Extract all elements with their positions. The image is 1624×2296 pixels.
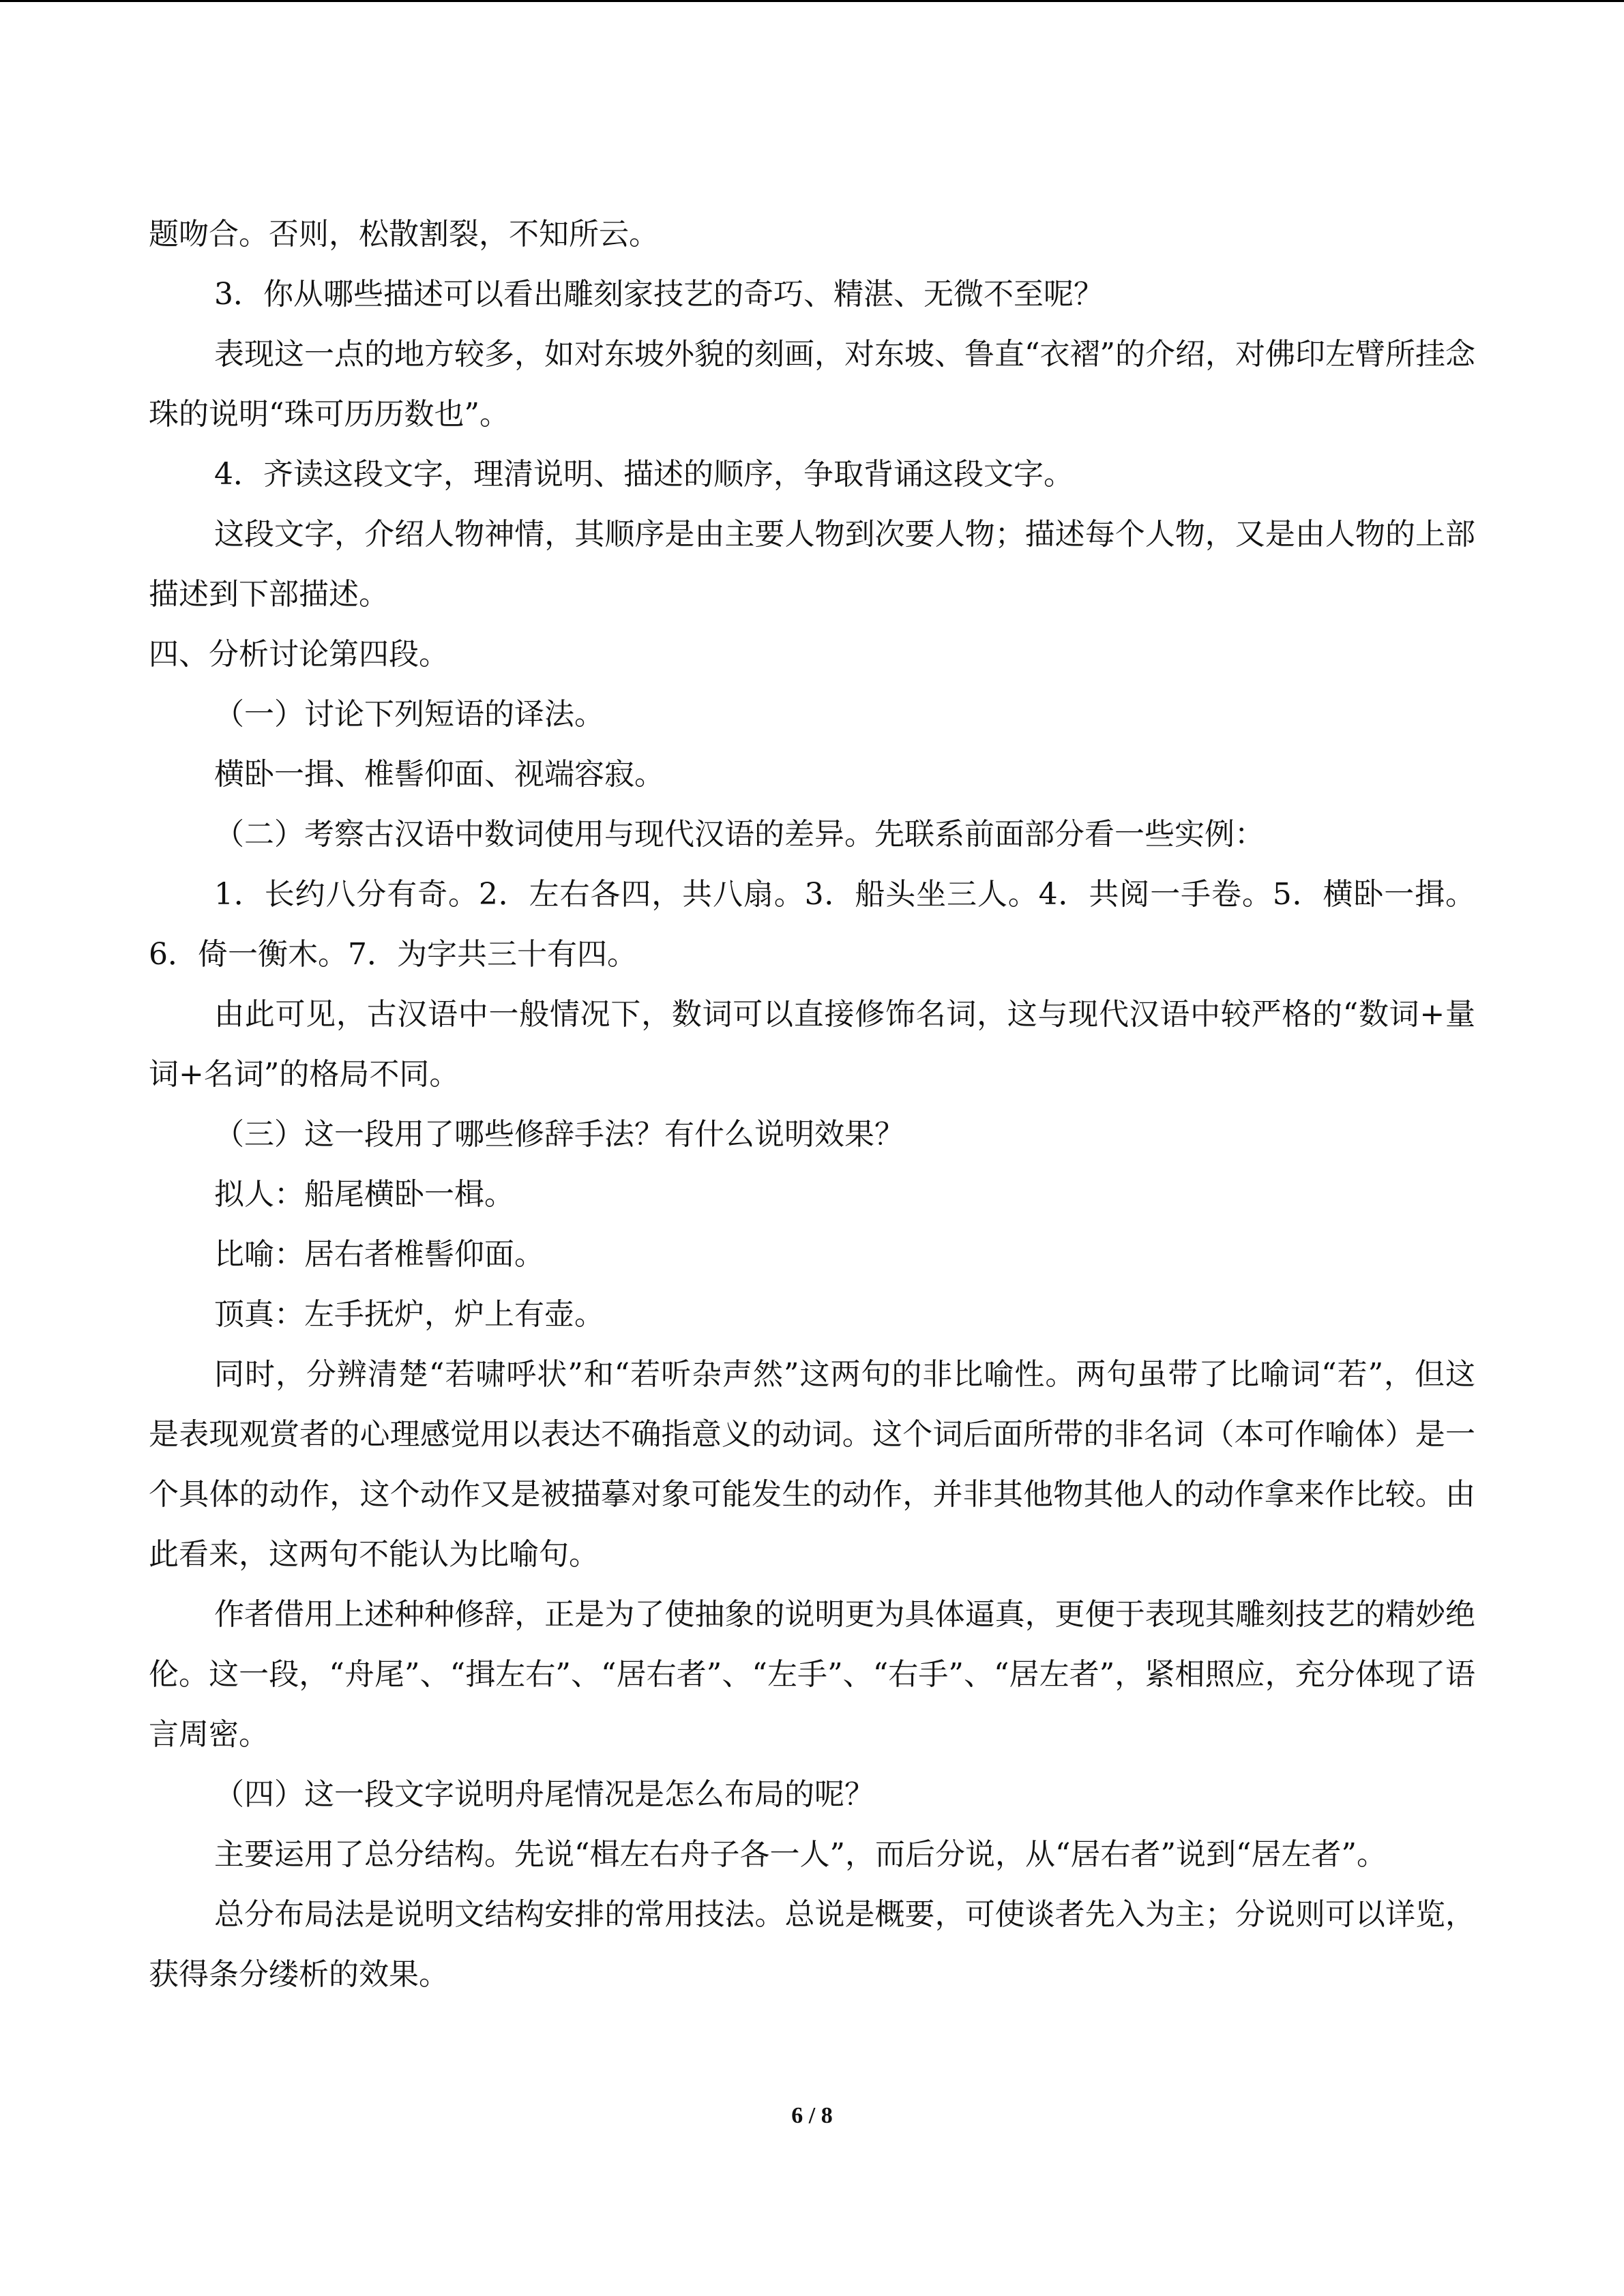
paragraph: （二）考察古汉语中数词使用与现代汉语的差异。先联系前面部分看一些实例： <box>214 817 1265 852</box>
paragraph: 表现这一点的地方较多，如对东坡外貌的刻画，对东坡、鲁直“衣褶”的介绍，对佛印左臂所挂念珠的说明“珠可历历数也”。 <box>149 337 1475 432</box>
paragraph: 3．你从哪些描述可以看出雕刻家技艺的奇巧、精湛、无微不至呢？ <box>214 277 1104 312</box>
paragraph: 顶真：左手抚炉，炉上有壶。 <box>214 1297 604 1332</box>
paragraph: 主要运用了总分结构。先说“楫左右舟子各一人”，而后分说，从“居右者”说到“居左者”。 <box>214 1837 1387 1872</box>
paragraph: 拟人：船尾横卧一楫。 <box>214 1177 514 1212</box>
top-border-rule <box>0 0 1624 2</box>
paragraph: 1．长约八分有奇。2．左右各四，共八扇。3．船头坐三人。4．共阅一手卷。5．横卧一揖。6．倚一衡木。7．为字共三十有四。 <box>149 877 1475 972</box>
section-heading: 四、分析讨论第四段。 <box>149 637 449 672</box>
paragraph: （三）这一段用了哪些修辞手法？有什么说明效果？ <box>214 1117 904 1152</box>
paragraph: 比喻：居右者椎髻仰面。 <box>214 1237 544 1272</box>
paragraph: 4．齐读这段文字，理清说明、描述的顺序，争取背诵这段文字。 <box>214 457 1074 492</box>
paragraph: 题吻合。否则，松散割裂，不知所云。 <box>149 217 659 252</box>
paragraph: 这段文字，介绍人物神情，其顺序是由主要人物到次要人物；描述每个人物，又是由人物的上部描述到下部描述。 <box>149 517 1475 612</box>
paragraph: （四）这一段文字说明舟尾情况是怎么布局的呢？ <box>214 1777 874 1812</box>
paragraph: （一）讨论下列短语的译法。 <box>214 697 604 732</box>
paragraph: 横卧一揖、椎髻仰面、视端容寂。 <box>214 757 664 792</box>
paragraph: 作者借用上述种种修辞，正是为了使抽象的说明更为具体逼真，更便于表现其雕刻技艺的精妙绝伦。这一段，“舟尾”、“揖左右”、“居右者”、“左手”、“右手”、“居左者”，紧相照应，充分体现了语言周密。 <box>149 1597 1475 1752</box>
paragraph: 同时，分辨清楚“若啸呼状”和“若听杂声然”这两句的非比喻性。两句虽带了比喻词“若”，但这是表现观赏者的心理感觉用以表达不确指意义的动词。这个词后面所带的非名词（本可作喻体）是一个具体的动作，这个动作又是被描摹对象可能发生的动作，并非其他物其他人的动作拿来作比较。由此看来，这两句不能认为比喻句。 <box>149 1357 1475 1572</box>
paragraph: 由此可见，古汉语中一般情况下，数词可以直接修饰名词，这与现代汉语中较严格的“数词+量词+名词”的格局不同。 <box>149 997 1475 1092</box>
paragraph: 总分布局法是说明文结构安排的常用技法。总说是概要，可使谈者先入为主；分说则可以详览，获得条分缕析的效果。 <box>149 1897 1475 1992</box>
page-number: 6 / 8 <box>791 2103 833 2128</box>
document-body <box>149 205 1475 2005</box>
